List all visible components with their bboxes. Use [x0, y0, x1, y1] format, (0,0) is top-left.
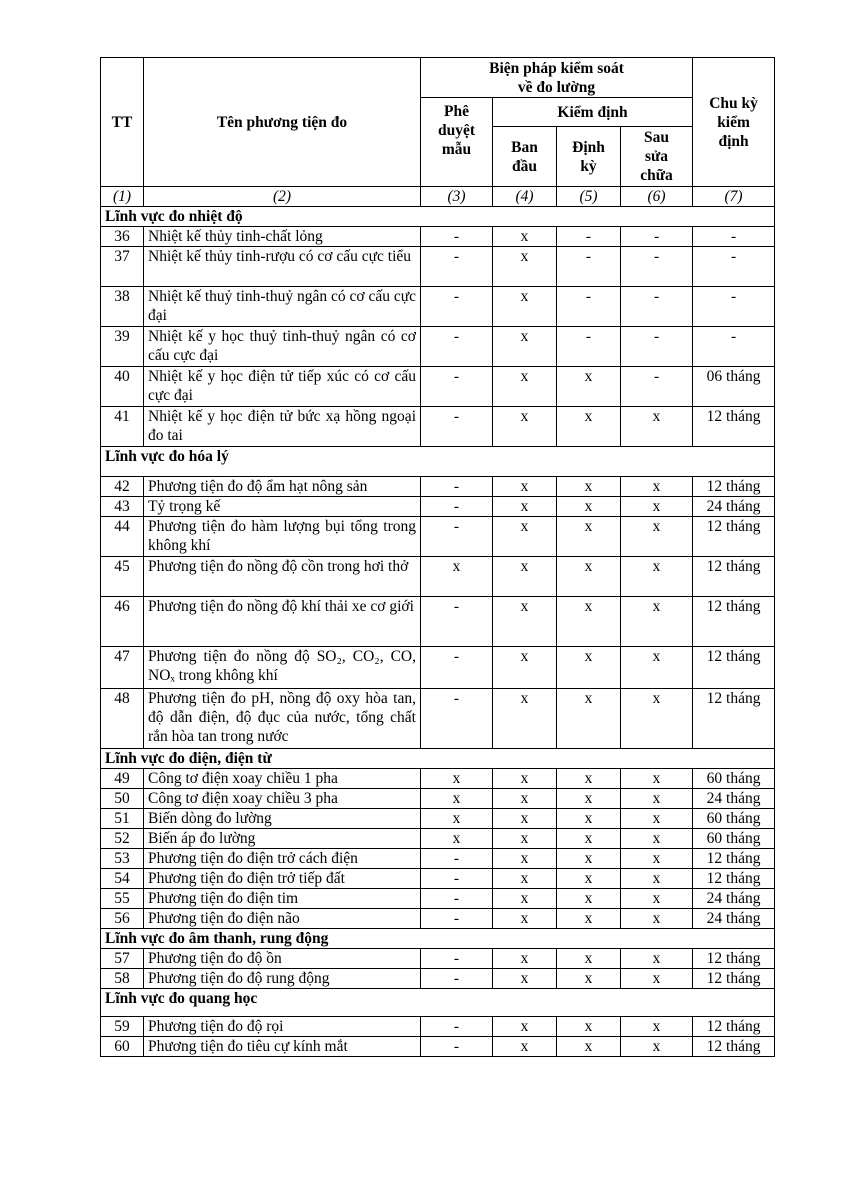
approval-cell: -	[421, 227, 493, 247]
initial-cell: x	[493, 769, 557, 789]
column-number: (2)	[144, 187, 421, 207]
table-row	[101, 247, 775, 287]
after-repair-cell: x	[621, 809, 693, 829]
cycle-cell: 12 tháng	[693, 477, 775, 497]
section-row	[101, 749, 775, 769]
instrument-name: Phương tiện đo nồng độ khí thải xe cơ giới	[144, 597, 421, 647]
instrument-name: Biến dòng đo lường	[144, 809, 421, 829]
table-row	[101, 869, 775, 889]
table-row	[101, 889, 775, 909]
periodic-cell: x	[557, 597, 621, 647]
initial-cell: x	[493, 647, 557, 689]
section-row	[101, 989, 775, 1017]
initial-cell: x	[493, 477, 557, 497]
row-number: 55	[101, 889, 144, 909]
initial-cell: x	[493, 809, 557, 829]
row-number: 49	[101, 769, 144, 789]
after-repair-cell: x	[621, 1037, 693, 1057]
section-title: Lĩnh vực đo điện, điện từ	[101, 749, 775, 769]
periodic-cell: x	[557, 367, 621, 407]
approval-cell: -	[421, 969, 493, 989]
initial-cell: x	[493, 287, 557, 327]
after-repair-cell: x	[621, 829, 693, 849]
cycle-cell: 12 tháng	[693, 1017, 775, 1037]
section-title: Lĩnh vực đo âm thanh, rung động	[101, 929, 775, 949]
row-number: 45	[101, 557, 144, 597]
table-row	[101, 789, 775, 809]
after-repair-cell: x	[621, 889, 693, 909]
table-row	[101, 407, 775, 447]
table-row	[101, 327, 775, 367]
measuring-instruments-table	[100, 57, 775, 1057]
periodic-cell: x	[557, 689, 621, 749]
cycle-cell: 24 tháng	[693, 497, 775, 517]
periodic-cell: -	[557, 227, 621, 247]
table-row	[101, 809, 775, 829]
periodic-cell: x	[557, 969, 621, 989]
initial-cell: x	[493, 829, 557, 849]
table-row	[101, 769, 775, 789]
periodic-cell: -	[557, 247, 621, 287]
header-inspection: Kiểm định	[493, 98, 693, 127]
instrument-name: Phương tiện đo độ ẩm hạt nông sản	[144, 477, 421, 497]
instrument-name: Phương tiện đo độ rung động	[144, 969, 421, 989]
after-repair-cell: x	[621, 849, 693, 869]
after-repair-cell: x	[621, 1017, 693, 1037]
periodic-cell: x	[557, 829, 621, 849]
instrument-name: Phương tiện đo hàm lượng bụi tổng trong không khí	[144, 517, 421, 557]
row-number: 58	[101, 969, 144, 989]
after-repair-cell: x	[621, 689, 693, 749]
instrument-name: Nhiệt kế y học điện tử bức xạ hồng ngoại đo tai	[144, 407, 421, 447]
header-periodic: Định kỳ	[557, 127, 621, 187]
cycle-cell: 12 tháng	[693, 557, 775, 597]
periodic-cell: x	[557, 1017, 621, 1037]
header-control-measures: Biện pháp kiểm soát về đo lường	[421, 58, 693, 98]
after-repair-cell: x	[621, 477, 693, 497]
approval-cell: -	[421, 1017, 493, 1037]
initial-cell: x	[493, 517, 557, 557]
row-number: 50	[101, 789, 144, 809]
initial-cell: x	[493, 597, 557, 647]
approval-cell: x	[421, 769, 493, 789]
instrument-name: Phương tiện đo độ rọi	[144, 1017, 421, 1037]
after-repair-cell: x	[621, 557, 693, 597]
after-repair-cell: x	[621, 909, 693, 929]
initial-cell: x	[493, 849, 557, 869]
periodic-cell: x	[557, 809, 621, 829]
cycle-cell: 12 tháng	[693, 407, 775, 447]
table-row	[101, 227, 775, 247]
column-number: (5)	[557, 187, 621, 207]
table-row	[101, 1017, 775, 1037]
cycle-cell: -	[693, 247, 775, 287]
cycle-cell: 12 tháng	[693, 969, 775, 989]
approval-cell: -	[421, 517, 493, 557]
after-repair-cell: x	[621, 769, 693, 789]
periodic-cell: x	[557, 647, 621, 689]
initial-cell: x	[493, 889, 557, 909]
row-number: 43	[101, 497, 144, 517]
instrument-name: Phương tiện đo nồng độ SO₂, CO₂, CO, NOₓ trong không khí	[144, 647, 421, 689]
initial-cell: x	[493, 407, 557, 447]
instrument-name: Nhiệt kế thủy tinh-rượu có cơ cấu cực tiểu	[144, 247, 421, 287]
table-row	[101, 689, 775, 749]
after-repair-cell: x	[621, 949, 693, 969]
column-number: (7)	[693, 187, 775, 207]
header-cycle: Chu kỳ kiểm định	[693, 58, 775, 187]
approval-cell: x	[421, 789, 493, 809]
approval-cell: -	[421, 597, 493, 647]
table-row	[101, 287, 775, 327]
row-number: 44	[101, 517, 144, 557]
row-number: 51	[101, 809, 144, 829]
initial-cell: x	[493, 789, 557, 809]
instrument-name: Phương tiện đo nồng độ cồn trong hơi thở	[144, 557, 421, 597]
table-row	[101, 949, 775, 969]
approval-cell: -	[421, 1037, 493, 1057]
periodic-cell: x	[557, 869, 621, 889]
after-repair-cell: -	[621, 247, 693, 287]
cycle-cell: 12 tháng	[693, 869, 775, 889]
cycle-cell: 12 tháng	[693, 949, 775, 969]
cycle-cell: 12 tháng	[693, 689, 775, 749]
cycle-cell: 12 tháng	[693, 517, 775, 557]
initial-cell: x	[493, 689, 557, 749]
initial-cell: x	[493, 367, 557, 407]
row-number: 41	[101, 407, 144, 447]
table-row	[101, 909, 775, 929]
instrument-name: Công tơ điện xoay chiều 1 pha	[144, 769, 421, 789]
approval-cell: -	[421, 247, 493, 287]
approval-cell: x	[421, 809, 493, 829]
table-row	[101, 497, 775, 517]
row-number: 48	[101, 689, 144, 749]
cycle-cell: 24 tháng	[693, 889, 775, 909]
periodic-cell: x	[557, 477, 621, 497]
row-number: 60	[101, 1037, 144, 1057]
row-number: 56	[101, 909, 144, 929]
approval-cell: -	[421, 849, 493, 869]
row-number: 54	[101, 869, 144, 889]
column-number: (1)	[101, 187, 144, 207]
instrument-name: Phương tiện đo pH, nồng độ oxy hòa tan, độ dẫn điện, độ đục của nước, tổng chất rắn hòa tan trong nước	[144, 689, 421, 749]
instrument-name: Phương tiện đo điện tim	[144, 889, 421, 909]
instrument-name: Nhiệt kế y học thuỷ tinh-thuỷ ngân có cơ cấu cực đại	[144, 327, 421, 367]
instrument-name: Công tơ điện xoay chiều 3 pha	[144, 789, 421, 809]
periodic-cell: x	[557, 407, 621, 447]
initial-cell: x	[493, 1037, 557, 1057]
initial-cell: x	[493, 327, 557, 367]
table-row	[101, 849, 775, 869]
table-row	[101, 477, 775, 497]
section-row	[101, 207, 775, 227]
column-number: (4)	[493, 187, 557, 207]
periodic-cell: -	[557, 327, 621, 367]
table-row	[101, 367, 775, 407]
initial-cell: x	[493, 247, 557, 287]
instrument-name: Biến áp đo lường	[144, 829, 421, 849]
approval-cell: x	[421, 829, 493, 849]
instrument-name: Phương tiện đo điện trở tiếp đất	[144, 869, 421, 889]
approval-cell: -	[421, 287, 493, 327]
cycle-cell: 12 tháng	[693, 849, 775, 869]
row-number: 38	[101, 287, 144, 327]
approval-cell: -	[421, 497, 493, 517]
row-number: 59	[101, 1017, 144, 1037]
cycle-cell: 60 tháng	[693, 829, 775, 849]
approval-cell: -	[421, 327, 493, 367]
section-title: Lĩnh vực đo quang học	[101, 989, 775, 1017]
instrument-name: Nhiệt kế y học điện tử tiếp xúc có cơ cấu cực đại	[144, 367, 421, 407]
approval-cell: -	[421, 477, 493, 497]
periodic-cell: x	[557, 497, 621, 517]
after-repair-cell: x	[621, 789, 693, 809]
cycle-cell: 24 tháng	[693, 789, 775, 809]
after-repair-cell: -	[621, 327, 693, 367]
initial-cell: x	[493, 869, 557, 889]
after-repair-cell: x	[621, 647, 693, 689]
periodic-cell: x	[557, 517, 621, 557]
cycle-cell: 12 tháng	[693, 597, 775, 647]
after-repair-cell: -	[621, 367, 693, 407]
header-initial: Ban đầu	[493, 127, 557, 187]
cycle-cell: 12 tháng	[693, 1037, 775, 1057]
approval-cell: -	[421, 647, 493, 689]
after-repair-cell: x	[621, 869, 693, 889]
table-row	[101, 829, 775, 849]
section-row	[101, 447, 775, 477]
initial-cell: x	[493, 969, 557, 989]
column-number: (6)	[621, 187, 693, 207]
row-number: 57	[101, 949, 144, 969]
column-number: (3)	[421, 187, 493, 207]
approval-cell: -	[421, 367, 493, 407]
cycle-cell: -	[693, 227, 775, 247]
table-row	[101, 517, 775, 557]
table-row	[101, 647, 775, 689]
row-number: 39	[101, 327, 144, 367]
instrument-name: Nhiệt kế thủy tinh-chất lỏng	[144, 227, 421, 247]
approval-cell: -	[421, 889, 493, 909]
periodic-cell: -	[557, 287, 621, 327]
initial-cell: x	[493, 909, 557, 929]
cycle-cell: -	[693, 287, 775, 327]
cycle-cell: 24 tháng	[693, 909, 775, 929]
after-repair-cell: x	[621, 597, 693, 647]
after-repair-cell: x	[621, 517, 693, 557]
after-repair-cell: -	[621, 227, 693, 247]
instrument-name: Tỷ trọng kế	[144, 497, 421, 517]
after-repair-cell: -	[621, 287, 693, 327]
periodic-cell: x	[557, 557, 621, 597]
row-number: 47	[101, 647, 144, 689]
cycle-cell: 60 tháng	[693, 769, 775, 789]
instrument-name: Phương tiện đo điện não	[144, 909, 421, 929]
approval-cell: x	[421, 557, 493, 597]
periodic-cell: x	[557, 909, 621, 929]
table-row	[101, 969, 775, 989]
row-number: 40	[101, 367, 144, 407]
cycle-cell: -	[693, 327, 775, 367]
initial-cell: x	[493, 949, 557, 969]
approval-cell: -	[421, 689, 493, 749]
instrument-name: Phương tiện đo tiêu cự kính mắt	[144, 1037, 421, 1057]
periodic-cell: x	[557, 789, 621, 809]
periodic-cell: x	[557, 889, 621, 909]
column-number-row	[101, 187, 775, 207]
approval-cell: -	[421, 407, 493, 447]
table-row	[101, 1037, 775, 1057]
approval-cell: -	[421, 869, 493, 889]
row-number: 53	[101, 849, 144, 869]
row-number: 36	[101, 227, 144, 247]
instrument-name: Nhiệt kế thuỷ tinh-thuỷ ngân có cơ cấu cực đại	[144, 287, 421, 327]
row-number: 52	[101, 829, 144, 849]
initial-cell: x	[493, 557, 557, 597]
section-title: Lĩnh vực đo nhiệt độ	[101, 207, 775, 227]
approval-cell: -	[421, 909, 493, 929]
instrument-name: Phương tiện đo điện trở cách điện	[144, 849, 421, 869]
table-row	[101, 557, 775, 597]
cycle-cell: 60 tháng	[693, 809, 775, 829]
header-after-repair: Sau sửa chữa	[621, 127, 693, 187]
cycle-cell: 06 tháng	[693, 367, 775, 407]
after-repair-cell: x	[621, 969, 693, 989]
periodic-cell: x	[557, 949, 621, 969]
table-body	[101, 207, 775, 1057]
header-tt: TT	[101, 58, 144, 187]
row-number: 46	[101, 597, 144, 647]
header-name: Tên phương tiện đo	[144, 58, 421, 187]
after-repair-cell: x	[621, 407, 693, 447]
after-repair-cell: x	[621, 497, 693, 517]
periodic-cell: x	[557, 1037, 621, 1057]
initial-cell: x	[493, 497, 557, 517]
section-row	[101, 929, 775, 949]
section-title: Lĩnh vực đo hóa lý	[101, 447, 775, 477]
cycle-cell: 12 tháng	[693, 647, 775, 689]
header-approval: Phê duyệt mẫu	[421, 98, 493, 187]
periodic-cell: x	[557, 769, 621, 789]
initial-cell: x	[493, 227, 557, 247]
periodic-cell: x	[557, 849, 621, 869]
row-number: 37	[101, 247, 144, 287]
approval-cell: -	[421, 949, 493, 969]
row-number: 42	[101, 477, 144, 497]
table-row	[101, 597, 775, 647]
instrument-name: Phương tiện đo độ ồn	[144, 949, 421, 969]
initial-cell: x	[493, 1017, 557, 1037]
